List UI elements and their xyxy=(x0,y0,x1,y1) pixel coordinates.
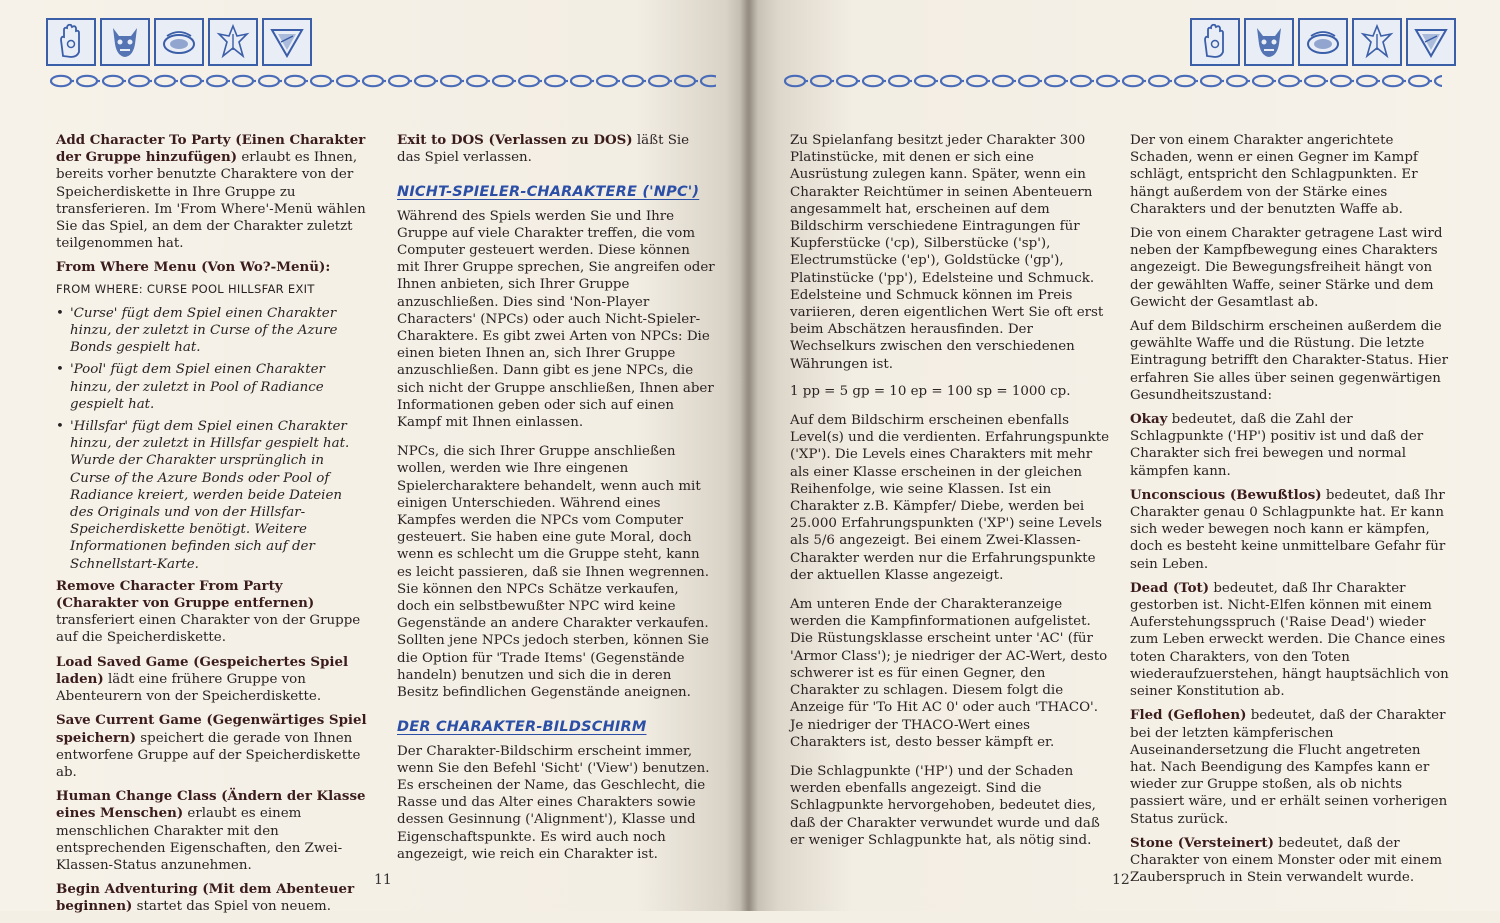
encumbrance-paragraph: Die von einem Charakter getragene Last wird neben der Kampfbewegung eines Charakters angezeigt. Die Bewegungsfreiheit hängt von der gewählten Waffe, seiner Stärke und dem Gewicht der Gesamtlast ab. xyxy=(1130,226,1443,310)
npc-paragraph-2: NPCs, die sich Ihrer Gruppe anschließen wollen, werden wie Ihre eingenen Spielercharaktere behandelt, wenn auch mit einigen Unterschieden. Während eines Kampfes werden die NPCs vom Computer gesteuert. Sie haben eine gute Moral, doch wenn es schlecht um die Gruppe steht, kann es leicht passieren, daß sie Ihnen wegrennen. Sie können den NPCs Schätze verkaufen, doch ein selbstbewußter NPC wird keine Gegenstände an andere Charakter verkaufen. Sollten jene NPCs jedoch sterben, können Sie die Option für 'Trade Items' (Gegenstände handeln) benutzen und sich die in deren Besitz befindlichen Gegenstände aneignen. xyxy=(397,444,710,701)
chain-border-right xyxy=(782,72,1442,90)
left-column-1 xyxy=(56,132,368,923)
bullet-curse: • 'Curse' fügt dem Spiel einen Charakter hinzu, der zuletzt in Curse of the Azure Bonds gespielt hat. xyxy=(56,305,338,356)
hand-icon xyxy=(1190,18,1240,66)
chain-border-left xyxy=(48,72,716,90)
add-character-entry: Add Character To Party (Einen Charakter der Gruppe hinzufügen) erlaubt es Ihnen, bereits vorher benutzte Charaktere von der Speicherdiskette in Ihre Gruppe zu transferieren. Im 'From Where'-Menü wählen Sie das Spiel, an dem der Charakter zuletzt teilgenommen hat. xyxy=(56,132,366,252)
status-dead: Dead (Tot) bedeutet, daß Ihr Charakter gestorben ist. Nicht-Elfen können mit einem Auferstehungsspruch ('Raise Dead') wieder zum Leben erweckt werden. Die Chance eines toten Charakters, von den Toten wiederaufzuerstehen, hängt hauptsächlich von seiner Konstitution ab. xyxy=(1130,579,1449,700)
damage-paragraph: Der von einem Charakter angerichtete Schaden, wenn er einen Gegner im Kampf schlägt, entspricht den Schlagpunkten. Er hängt außerdem von der Stärke eines Charakters und der benutzten Waffe ab. xyxy=(1130,133,1418,217)
demon-mask-icon xyxy=(100,18,150,66)
status-okay: Okay bedeutet, daß die Zahl der Schlagpunkte ('HP') positiv ist und daß der Charakter sich frei bewegen und normal kämpfen kann. xyxy=(1130,411,1424,479)
npc-paragraph-1: Während des Spiels werden Sie und Ihre Gruppe auf viele Charakter treffen, die vom Computer gesteuert werden. Diese können mit Ihrer Gruppe sprechen, Sie angreifen oder Ihnen anbieten, sich Ihrer Gruppe anzuschließen. Dies sind 'Non-Player Characters' (NPCs) oder auch Nicht-Spieler-Charaktere. Es gibt zwei Arten von NPCs: Die einen bieten Ihnen an, sich Ihrer Gruppe anzuschließen. Dann gibt es jene NPCs, die sich nicht der Gruppe anschließen, Ihnen aber Informationen geben oder sich auf einen Kampf mit Ihnen einlassen. xyxy=(397,208,715,431)
hit-points-paragraph: Die Schlagpunkte ('HP') und der Schaden werden ebenfalls angezeigt. Sind die Schlagpunkte hervorgehoben, bedeutet dies, daß der Charakter verwundet wurde und daß er weniger Schlagpunkte hat, als nötig sind. xyxy=(790,763,1100,848)
right-page xyxy=(748,0,1500,911)
icon-row-right xyxy=(1190,18,1456,66)
levels-paragraph: Auf dem Bildschirm erscheinen ebenfalls Level(s) und die verdienten. Erfahrungspunkte ('XP'). Die Levels eines Charakters mit mehr als einer Klasse erscheinen in der gleichen Reihenfolge, wie seine Klassen. Ist ein Charakter z.B. Kämpfer/ Diebe, werden bei 25.000 Erfahrungspunkten ('XP') seine Levels als 5/6 angezeigt. Bei einem Zwei-Klassen-Charakter werden nur die Erfahrungspunkte der aktuellen Klasse angezeigt. xyxy=(790,413,1110,583)
status-fled: Fled (Geflohen) bedeutet, daß der Charakter bei der letzten kämpferischen Auseinandersetzung die Flucht angetreten hat. Nach Beendigung des Kampfes kann er wieder zur Gruppe stoßen, als ob nichts passiert wäre, und er erhält seinen vorherigen Status zurück. xyxy=(1130,707,1448,827)
character-screen-heading: DER CHARAKTER-BILDSCHIRM xyxy=(397,719,647,736)
demon-mask-icon xyxy=(1244,18,1294,66)
left-column-2 xyxy=(397,132,715,870)
helmet-icon xyxy=(154,18,204,66)
remove-character-entry: Remove Character From Party (Charakter von Gruppe entfernen) transferiert einen Charakter von der Gruppe auf die Speicherdiskette. xyxy=(56,577,361,646)
page-number-right: 12 xyxy=(1112,872,1130,888)
hand-icon xyxy=(46,18,96,66)
load-game-entry: Load Saved Game (Gespeichertes Spiel laden) lädt eine frühere Gruppe von Abenteurern von der Speicherdiskette. xyxy=(56,653,349,705)
exit-dos-entry: Exit to DOS (Verlassen zu DOS) läßt Sie das Spiel verlassen. xyxy=(397,132,690,166)
page-number-left: 11 xyxy=(374,872,392,888)
book-spine-shadow xyxy=(740,0,758,911)
from-where-menu: FROM WHERE: CURSE POOL HILLSFAR EXIT xyxy=(56,281,315,296)
triangle-emblem-icon xyxy=(262,18,312,66)
from-where-title: From Where Menu (Von Wo?-Menü): xyxy=(56,259,331,276)
left-page xyxy=(0,0,748,915)
helmet-icon xyxy=(1298,18,1348,66)
right-column-2 xyxy=(1130,132,1450,893)
dragon-icon xyxy=(1352,18,1402,66)
combat-info-paragraph: Am unteren Ende der Charakteranzeige werden die Kampfinformationen aufgelistet. Die Rüstungsklasse erscheint unter 'AC' (für 'Armor Class'); je niedriger der AC-Wert, desto schwerer ist es für einen Gegner, den Charakter zu schlagen. Diesem folgt die Anzeige für 'To Hit AC 0' oder auch 'THACO'. Je niedriger der THACO-Wert eines Charakters ist, desto besser kämpft er. xyxy=(790,597,1108,750)
status-stone: Stone (Versteinert) bedeutet, daß der Charakter von einem Monster oder mit einem Zauberspruch in Stein verwandelt wurde. xyxy=(1130,834,1443,886)
right-column-1 xyxy=(790,132,1110,856)
character-screen-paragraph: Der Charakter-Bildschirm erscheint immer, wenn Sie den Befehl 'Sicht' ('View') benutzen. Es erscheinen der Name, das Geschlecht, die Rasse und das Alter eines Charakters sowie dessen Gesinnung ('Alignment'), Klasse und Eigenschaftspunkte. Es wird auch noch angezeigt, wie reich ein Charakter ist. xyxy=(397,743,710,862)
begin-adventuring-entry: Begin Adventuring (Mit dem Abenteuer beginnen) startet das Spiel von neuem. xyxy=(56,881,355,915)
icon-row-left xyxy=(46,18,312,66)
npc-heading: NICHT-SPIELER-CHARAKTERE ('NPC') xyxy=(397,184,700,201)
exchange-rate: 1 pp = 5 gp = 10 ep = 100 sp = 1000 cp. xyxy=(790,383,1071,399)
status-paragraph: Auf dem Bildschirm erscheinen außerdem die gewählte Waffe und die Rüstung. Die letzte Eintragung betrifft den Charakter-Status. Hier erfahren Sie alles über seinen gegenwärtigen Gesundheitszustand: xyxy=(1130,319,1448,403)
save-game-entry: Save Current Game (Gegenwärtiges Spiel speichern) speichert die gerade von Ihnen entworfene Gruppe auf der Speicherdiskette ab. xyxy=(56,712,367,780)
dragon-icon xyxy=(208,18,258,66)
triangle-emblem-icon xyxy=(1406,18,1456,66)
status-unconscious: Unconscious (Bewußtlos) bedeutet, daß Ihr Charakter genau 0 Schlagpunkte hat. Er kann sich weder bewegen noch kann er kämpfen, doch es besteht keine unmittelbare Gefahr für sein Leben. xyxy=(1130,486,1446,572)
currency-paragraph: Zu Spielanfang besitzt jeder Charakter 300 Platinstücke, mit denen er sich eine Ausrüstung zulegen kann. Später, wenn ein Charakter Reichtümer in seinen Abenteuern angesammelt hat, erscheinen auf dem Bildschirm verschiedene Eintragungen für Kupferstücke ('cp), Silberstücke ('sp'), Electrumstücke ('ep'), Goldstücke ('gp'), Platinstücke ('pp'), Edelsteine und Schmuck. Edelsteine und Schmuck können im Preis variieren, deren eigentlichen Wert Sie oft erst beim Abschätzen herausfinden. Der Wechselkurs zwischen den verschiedenen Währungen ist. xyxy=(790,133,1104,372)
bullet-hillsfar: • 'Hillsfar' fügt dem Spiel einen Charakter hinzu, der zuletzt in Hillsfar gespielt hat. Wurde der Charakter ursprünglich in Curse of the Azure Bonds oder Pool of Radiance kreiert, werden beide Dateien des Originals und von der Hillsfar-Speicherdiskette benötigt. Weitere Informationen befinden sich auf der Schnellstart-Karte. xyxy=(56,419,350,572)
human-change-class-entry: Human Change Class (Ändern der Klasse eines Menschen) erlaubt es einem menschlichen Charakter mit den entsprechenden Eigenschaften, den Zwei-Klassen-Status anzunehmen. xyxy=(56,788,366,873)
bullet-pool: • 'Pool' fügt dem Spiel einen Charakter hinzu, der zuletzt in Pool of Radiance gespielt hat. xyxy=(56,362,325,412)
